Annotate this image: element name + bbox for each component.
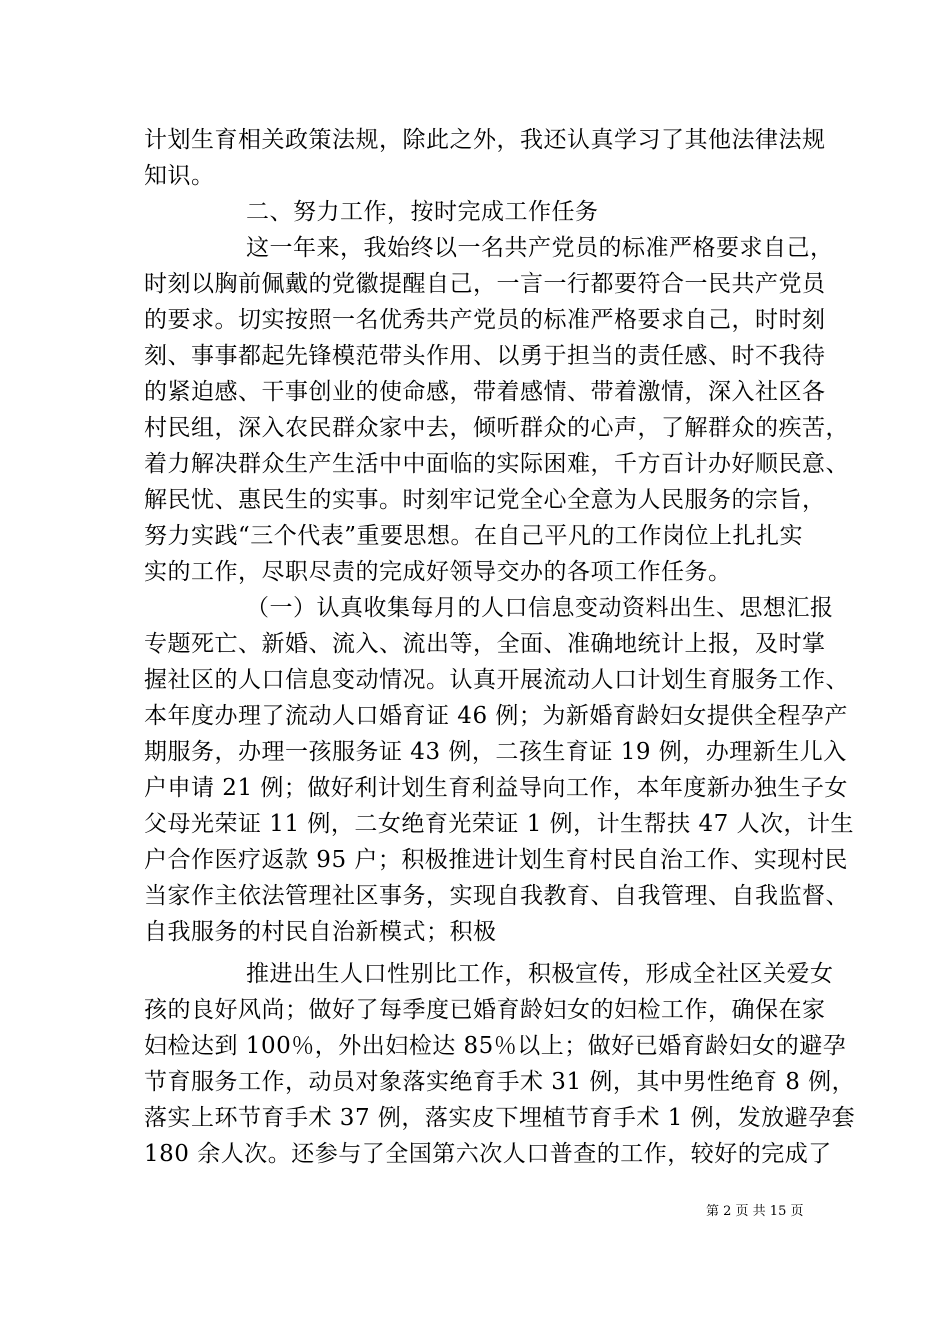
text-line-16: 握社区的人口信息变动情况。认真开展流动人口计划生育服务工作、 — [144, 667, 849, 693]
text-line-7: 刻、事事都起先锋模范带头作用、以勇于担当的责任感、时不我待 — [144, 343, 826, 369]
subsection-line: （一）认真收集每月的人口信息变动资料出生、思想汇报 — [246, 595, 834, 621]
text-line-18: 期服务，办理一孩服务证 43 例，二孩生育证 19 例，办理新生儿入 — [144, 739, 847, 765]
text-line-25: 孩的良好风尚；做好了每季度已婚育龄妇女的妇检工作，确保在家 — [144, 997, 826, 1023]
text-line-24: 推进出生人口性别比工作，积极宣传，形成全社区关爱女 — [246, 961, 834, 987]
text-line-27: 节育服务工作，动员对象落实绝育手术 31 例，其中男性绝育 8 例， — [144, 1069, 856, 1095]
text-line-4: 这一年来，我始终以一名共产党员的标准严格要求自己， — [246, 235, 834, 261]
section-heading: 二、努力工作，按时完成工作任务 — [246, 199, 599, 225]
text-line-26: 妇检达到 100％，外出妇检达 85％以上；做好已婚育龄妇女的避孕 — [144, 1033, 847, 1059]
text-line-19: 户申请 21 例；做好利计划生育利益导向工作，本年度新办独生子女 — [144, 775, 848, 801]
text-line-23: 自我服务的村民自治新模式；积极 — [144, 919, 497, 945]
text-line-10: 着力解决群众生产生活中中面临的实际困难，千方百计办好顺民意、 — [144, 451, 849, 477]
page-number-footer: 第 2 页 共 15 页 — [706, 1204, 804, 1219]
text-line-6: 的要求。切实按照一名优秀共产党员的标准严格要求自己，时时刻 — [144, 307, 826, 333]
text-line-5: 时刻以胸前佩戴的党徽提醒自己，一言一行都要符合一民共产党员 — [144, 271, 826, 297]
text-line-8: 的紧迫感、干事创业的使命感，带着感情、带着激情，深入社区各 — [144, 379, 826, 405]
text-line-29: 180 余人次。还参与了全国第六次人口普查的工作，较好的完成了 — [144, 1141, 832, 1167]
text-line-28: 落实上环节育手术 37 例，落实皮下埋植节育手术 1 例，发放避孕套 — [144, 1105, 856, 1131]
text-line-15: 专题死亡、新婚、流入、流出等，全面、准确地统计上报，及时掌 — [144, 631, 826, 657]
text-line-12: 努力实践“三个代表”重要思想。在自己平凡的工作岗位上扎扎实 — [144, 523, 804, 549]
text-line-20: 父母光荣证 11 例，二女绝育光荣证 1 例，计生帮扶 47 人次，计生 — [144, 811, 855, 837]
text-line-1: 计划生育相关政策法规，除此之外，我还认真学习了其他法律法规 — [144, 127, 826, 153]
text-line-21: 户合作医疗返款 95 户；积极推进计划生育村民自治工作、实现村民 — [144, 847, 848, 873]
text-line-22: 当家作主依法管理社区事务，实现自我教育、自我管理、自我监督、 — [144, 883, 849, 909]
text-line-17: 本年度办理了流动人口婚育证 46 例；为新婚育龄妇女提供全程孕产 — [144, 703, 848, 729]
text-line-11: 解民忧、惠民生的实事。时刻牢记党全心全意为人民服务的宗旨， — [144, 487, 826, 513]
text-line-2: 知识。 — [144, 163, 215, 189]
text-line-9: 村民组，深入农民群众家中去，倾听群众的心声，了解群众的疾苦， — [144, 415, 849, 441]
text-line-13: 实的工作，尽职尽责的完成好领导交办的各项工作任务。 — [144, 559, 732, 585]
